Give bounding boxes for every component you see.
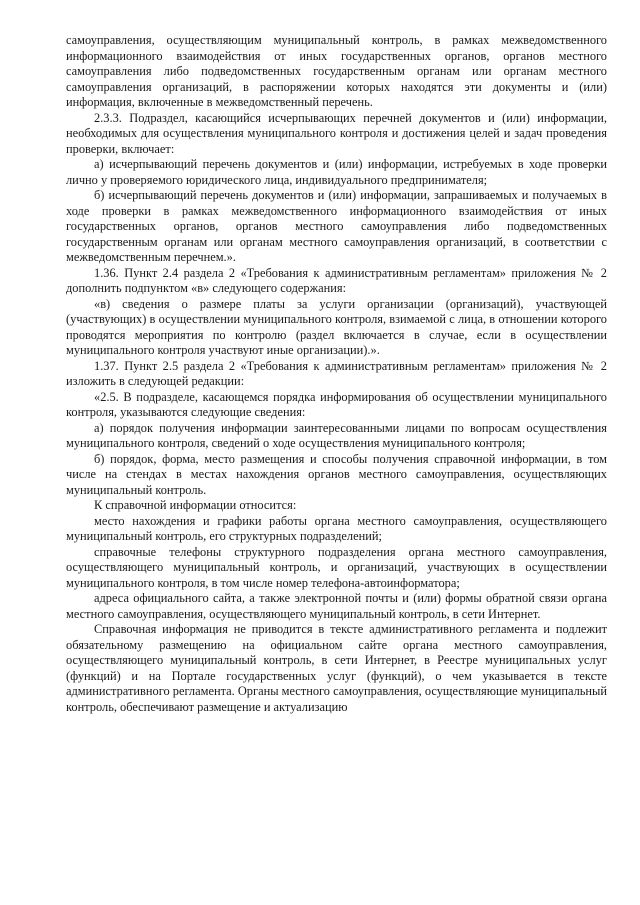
paragraph: К справочной информации относится: <box>94 498 297 512</box>
paragraph: «в) сведения о размере платы за услуги организации (организаций), участвующей (участвующих) в осуществлении муниципального контроля, взимаемой с лица, в отношении которого проводятся мероприятия по контролю (раздел включается в случае, если в осуществлении муниципального контроля участвуют иные организации).». <box>66 296 607 357</box>
paragraph: б) исчерпывающий перечень документов и (или) информации, запрашиваемых и получаемых в ходе проверки в рамках межведомственного информационного взаимодействия от иных государственных органов, органов местного самоуправления либо подведомственных государственным органам или органам местного самоуправления организаций, в соответствии с межведомственным перечнем.». <box>66 188 607 264</box>
paragraph: а) порядок получения информации заинтересованными лицами по вопросам осуществления муниципального контроля, сведений о ходе осуществления муниципального контроля; <box>66 420 607 450</box>
paragraph: б) порядок, форма, место размещения и способы получения справочной информации, в том числе на стендах в местах нахождения органов местного самоуправления, осуществляющих муниципальный контроль. <box>66 451 607 497</box>
paragraph: место нахождения и графики работы органа местного самоуправления, осуществляющего муниципальный контроль, его структурных подразделений; <box>66 513 607 543</box>
paragraph: «2.5. В подразделе, касающемся порядка информирования об осуществлении муниципального контроля, указываются следующие сведения: <box>66 389 607 419</box>
paragraph: справочные телефоны структурного подразделения органа местного самоуправления, осуществляющего муниципальный контроль, и организаций, участвующих в осуществлении муниципального контроля, в том числе номер телефона-автоинформатора; <box>66 544 607 590</box>
paragraph: 2.3.3. Подраздел, касающийся исчерпывающих перечней документов и (или) информации, необходимых для осуществления муниципального контроля и достижения целей и задач проведения проверки, включает: <box>66 110 607 156</box>
paragraph: 1.36. Пункт 2.4 раздела 2 «Требования к административным регламентам» приложения № 2 дополнить подпунктом «в» следующего содержания: <box>66 265 607 295</box>
paragraph: а) исчерпывающий перечень документов и (или) информации, истребуемых в ходе проверки лично у проверяемого юридического лица, индивидуального предпринимателя; <box>66 157 607 187</box>
paragraph: самоуправления, осуществляющим муниципальный контроль, в рамках межведомственного информационного взаимодействия от иных государственных органов, органов местного самоуправления либо подведомственных государственным органам или органам местного самоуправления организаций, в распоряжении которых находятся эти документы и (или) информация, включенные в межведомственный перечень. <box>66 33 607 109</box>
paragraph: Справочная информация не приводится в тексте административного регламента и подлежит обязательному размещению на официальном сайте органа местного самоуправления, осуществляющего муниципальный контроль, в сети Интернет, в Реестре муниципальных услуг (функций) и на Портале государственных услуг (функций), о чем указывается в тексте административного регламента. Органы местного самоуправления, осуществляющие муниципальный контроль, обеспечивают размещение и актуализацию <box>66 622 607 714</box>
paragraph: 1.37. Пункт 2.5 раздела 2 «Требования к административным регламентам» приложения № 2 изложить в следующей редакции: <box>66 358 607 388</box>
document-body <box>66 33 607 715</box>
paragraph: адреса официального сайта, а также электронной почты и (или) формы обратной связи органа местного самоуправления, осуществляющего муниципальный контроль, в сети Интернет. <box>66 591 607 621</box>
